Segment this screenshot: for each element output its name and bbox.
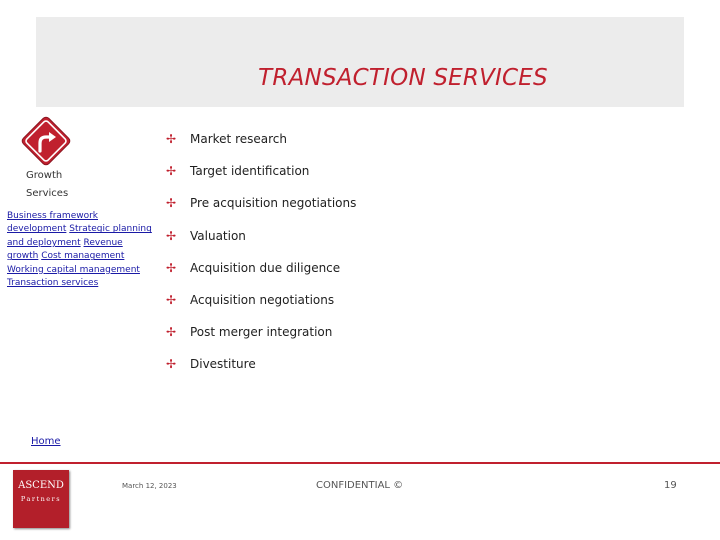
link-working-capital[interactable]: Working capital management <box>7 264 140 275</box>
growth-services-links <box>7 210 152 290</box>
plus-icon: ✢ <box>166 260 177 275</box>
plus-icon: ✢ <box>166 293 177 308</box>
footer-divider <box>0 462 720 464</box>
list-item <box>166 348 356 380</box>
confidential-notice: CONFIDENTIAL © <box>316 480 404 491</box>
list-item <box>166 155 356 187</box>
list-item <box>166 187 356 219</box>
link-revenue-growth[interactable]: Revenue growth <box>7 237 123 262</box>
bullet-text: Post merger integration <box>190 325 333 340</box>
list-item <box>166 252 356 284</box>
list-item <box>166 220 356 252</box>
plus-icon: ✢ <box>166 228 177 243</box>
list-item <box>166 123 356 155</box>
ascend-partners-logo <box>13 470 69 528</box>
link-transaction-services[interactable]: Transaction services <box>7 278 99 289</box>
bullet-text: Divestiture <box>190 357 256 372</box>
list-item <box>166 284 356 316</box>
slide-title: TRANSACTION SERVICES <box>258 65 548 91</box>
title-band <box>36 17 684 107</box>
plus-icon: ✢ <box>166 325 177 340</box>
bullet-text: Market research <box>190 132 287 147</box>
page-number: 19 <box>664 480 677 491</box>
plus-icon: ✢ <box>166 196 177 211</box>
plus-icon: ✢ <box>166 132 177 147</box>
logo-wordmark: ASCEND <box>18 480 64 491</box>
footer-date: March 12, 2023 <box>122 482 177 490</box>
bullet-text: Pre acquisition negotiations <box>190 196 357 211</box>
link-cost-management[interactable]: Cost management <box>41 251 125 262</box>
logo-subtext: Partners <box>20 495 62 503</box>
bullet-text: Valuation <box>190 228 246 243</box>
services-bullet-list <box>166 123 356 381</box>
bullet-text: Target identification <box>190 164 310 179</box>
link-business-framework[interactable]: Business framework development <box>7 211 99 235</box>
home-link[interactable]: Home <box>31 436 61 447</box>
bullet-text: Acquisition due diligence <box>190 260 341 275</box>
growth-label-line2: Services <box>26 188 69 199</box>
growth-services-label <box>26 167 86 203</box>
bullet-text: Acquisition negotiations <box>190 293 335 308</box>
growth-label-line1: Growth <box>26 170 63 181</box>
link-strategic-planning[interactable]: Strategic planning and deployment <box>7 224 152 248</box>
list-item <box>166 316 356 348</box>
plus-icon: ✢ <box>166 357 177 372</box>
growth-arrow-icon[interactable] <box>18 113 74 169</box>
plus-icon: ✢ <box>166 164 177 179</box>
